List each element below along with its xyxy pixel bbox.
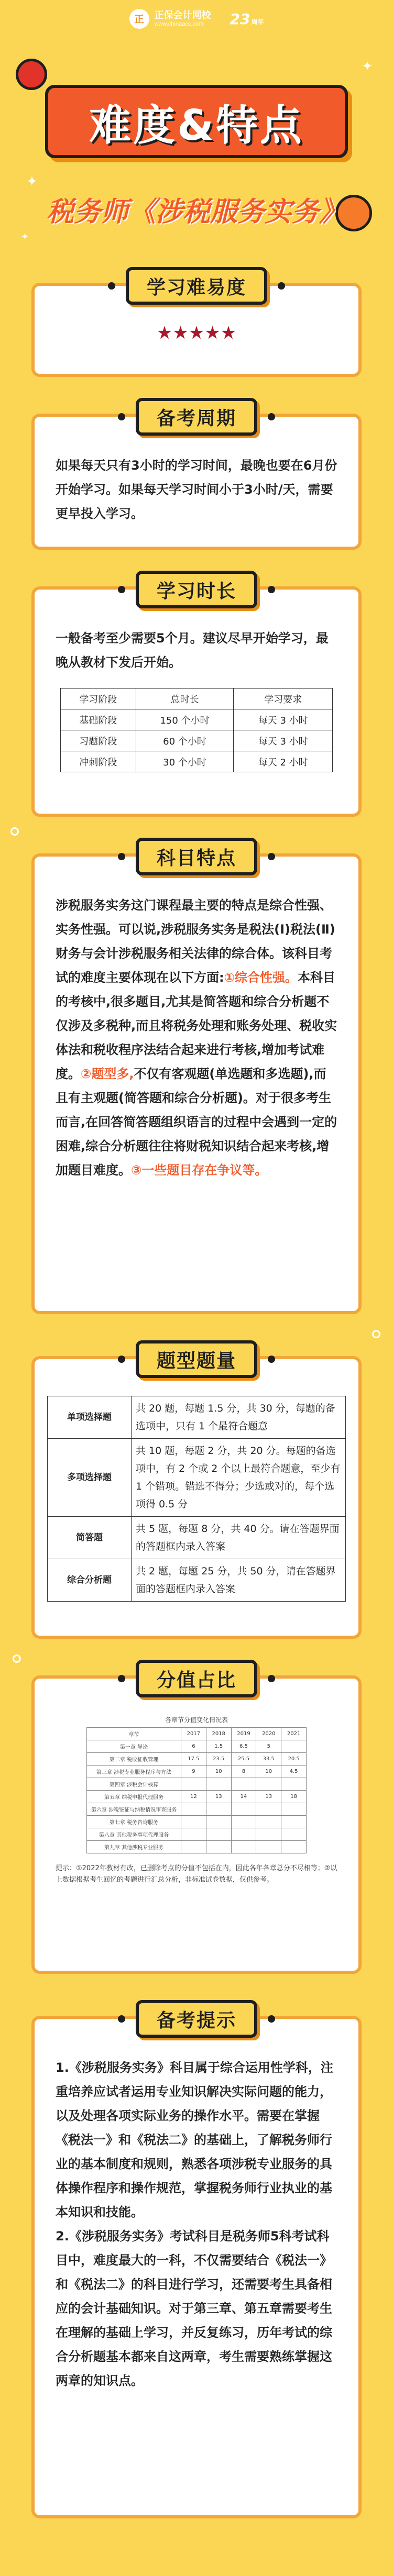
difficulty-card	[31, 276, 362, 377]
table-row: 习题阶段 60 个小时 每天 3 小时	[61, 730, 333, 751]
table-row: 单项选择题 共 20 题，每题 1.5 分，共 30 分，每题的备选项中，只有 1 个最符合题意	[48, 1396, 346, 1439]
question-types-title-box	[136, 1340, 257, 1378]
anniversary-badge: 23 周年	[230, 10, 264, 28]
scores-title: 分值占比	[156, 1669, 237, 1691]
brand[interactable]	[129, 9, 211, 29]
tips-paragraph-2: 2.《涉税服务实务》考试科目是税务师5科考试科目中，难度最大的一科，不仅需要结合《税法一》和《税法二》的科目进行学习，还需要考生具备相应的会计基础知识。对于第三章、第五章需要考生在理解的基础上学习，并反复练习，历年考试的综合分析题基本都来自这两章，考生需要熟练掌握这两章的知识点。	[56, 2229, 332, 2388]
sparkle-icon: ✦	[362, 59, 373, 74]
table-row: 第七章 税务咨询服务	[87, 1816, 307, 1828]
study-time-title-box	[136, 571, 257, 608]
prep-title: 备考周期	[156, 407, 237, 429]
difficulty-stars: ★★★★★	[156, 323, 237, 343]
table-row: 基础阶段 150 个小时 每天 3 小时	[61, 709, 333, 730]
table-row: 第五章 纳税申报代理服务 12 13 14 13 18	[87, 1791, 307, 1803]
table-header-row: 学习阶段 总时长 学习要求	[61, 689, 333, 709]
features-title: 科目特点	[156, 847, 237, 869]
bubble-decoration-icon	[13, 1655, 21, 1663]
table-row: 综合分析题 共 2 题，每题 25 分，共 50 分，请在答题界面的答题框内录入答案	[48, 1559, 346, 1602]
prep-title-box	[136, 398, 257, 436]
hero-title: 难度&特点	[89, 101, 304, 150]
tips-card	[31, 2009, 362, 2518]
prep-text: 如果每天只有3小时的学习时间，最晚也要在6月份开始学习。如果每天学习时间小于3小时/天，需要更早投入学习。	[56, 458, 337, 521]
difficulty-title-box	[126, 267, 267, 305]
tips-title-box	[136, 2000, 257, 2038]
bubble-decoration-icon	[10, 827, 19, 836]
sparkle-icon: ✦	[21, 231, 29, 242]
table-row: 第九章 其他涉税专业服务	[87, 1841, 307, 1853]
features-card	[31, 847, 362, 1314]
question-types-table	[47, 1396, 346, 1602]
tips-paragraph-1: 1.《涉税服务实务》科目属于综合运用性学科，注重培养应试者运用专业知识解决实际问题的能力，以及处理各项实际业务的操作水平。需要在掌握《税法一》和《税法二》的基础上，了解税务师行业的基本制度和规则，熟悉各项涉税专业服务的具体操作程序和操作规范，掌握税务师行业执业的基本知识和技能。	[56, 2060, 333, 2219]
scores-table-title: 各章节分值变化情况表	[165, 1716, 228, 1724]
bubble-decoration-icon	[372, 1330, 380, 1338]
scores-card	[31, 1669, 362, 1974]
table-row: 第三章 涉税专业服务程序与方法 9 10 8 10 4.5	[87, 1766, 307, 1778]
table-header-row: 章节 2017 2018 2019 2020 2021	[87, 1728, 307, 1740]
study-time-table	[60, 688, 333, 772]
hero-title-box	[45, 85, 348, 158]
features-text: 涉税服务实务这门课程最主要的特点是综合性强、实务性强。可以说,涉税服务实务是税法(Ⅰ)税法(Ⅱ)财务与会计涉税服务相关法律的综合体。该科目考试的难度主要体现在以下方面:①综合性强。本科目的考核中,很多题目,尤其是简答题和综合分析题不仅涉及多税种,而且将税务处理和账务处理、税收实体法和税收程序法结合起来进行考核,增加考试难度。②题型多,不仅有客观题(单选题和多选题),而且有主观题(简答题和综合分析题)。对于很多考生而言,在回答简答题组织语言的过程中会遇到一定的困难,综合分析题往往将财税知识结合起来考核,增加题目难度。③一些题目存在争议等。	[56, 898, 337, 1178]
table-row: 冲刺阶段 30 个小时 每天 2 小时	[61, 751, 333, 772]
brand-url: www.chinaacc.com	[154, 20, 204, 27]
table-row: 第八章 其他税务事项代理服务	[87, 1828, 307, 1841]
question-types-card	[31, 1350, 362, 1639]
hero	[0, 38, 393, 268]
brand-logo-icon: 正	[129, 9, 149, 29]
difficulty-title: 学习难易度	[146, 276, 247, 298]
prep-card	[31, 407, 362, 550]
tips-title: 备考提示	[156, 2009, 237, 2031]
scores-table	[86, 1727, 307, 1853]
table-row: 第六章 涉税鉴证与纳税情况审查服务	[87, 1803, 307, 1816]
table-row: 第一章 导论 6 1.5 6.5 5	[87, 1740, 307, 1753]
study-time-card	[31, 580, 362, 817]
question-types-title: 题型题量	[156, 1350, 237, 1372]
hero-subtitle: 税务师《涉税服务实务》	[46, 196, 346, 228]
table-row: 多项选择题 共 10 题，每题 2 分，共 20 分。每题的备选项中，有 2 个或 2 个以上最符合题意，至少有 1 个错项。错选不得分；少选或对的，每个选项得 0.5 分	[48, 1439, 346, 1517]
planet-icon	[16, 59, 47, 90]
features-title-box	[136, 838, 257, 875]
study-time-text: 一般备考至少需要5个月。建议尽早开始学习，最晚从教材下发后开始。	[56, 631, 329, 670]
top-bar	[0, 0, 393, 38]
brand-name: 正保会计网校	[154, 10, 211, 21]
table-row: 第二章 税收征收管理 17.5 23.5 25.5 33.5 20.5	[87, 1753, 307, 1766]
study-time-title: 学习时长	[156, 580, 237, 602]
scores-title-box	[136, 1660, 257, 1697]
scores-note: 提示：①2022年教材有改，已删除考点的分值不包括在内，因此各年各章总分不尽相等；②以上数据根据考生回忆的考题进行汇总分析，非标准试卷数据，仅供参考。	[56, 1864, 337, 1884]
table-row: 简答题 共 5 题，每题 8 分，共 40 分。请在答题界面的答题框内录入答案	[48, 1517, 346, 1559]
sparkle-icon: ✦	[26, 174, 38, 190]
table-row: 第四章 涉税会计核算	[87, 1778, 307, 1791]
